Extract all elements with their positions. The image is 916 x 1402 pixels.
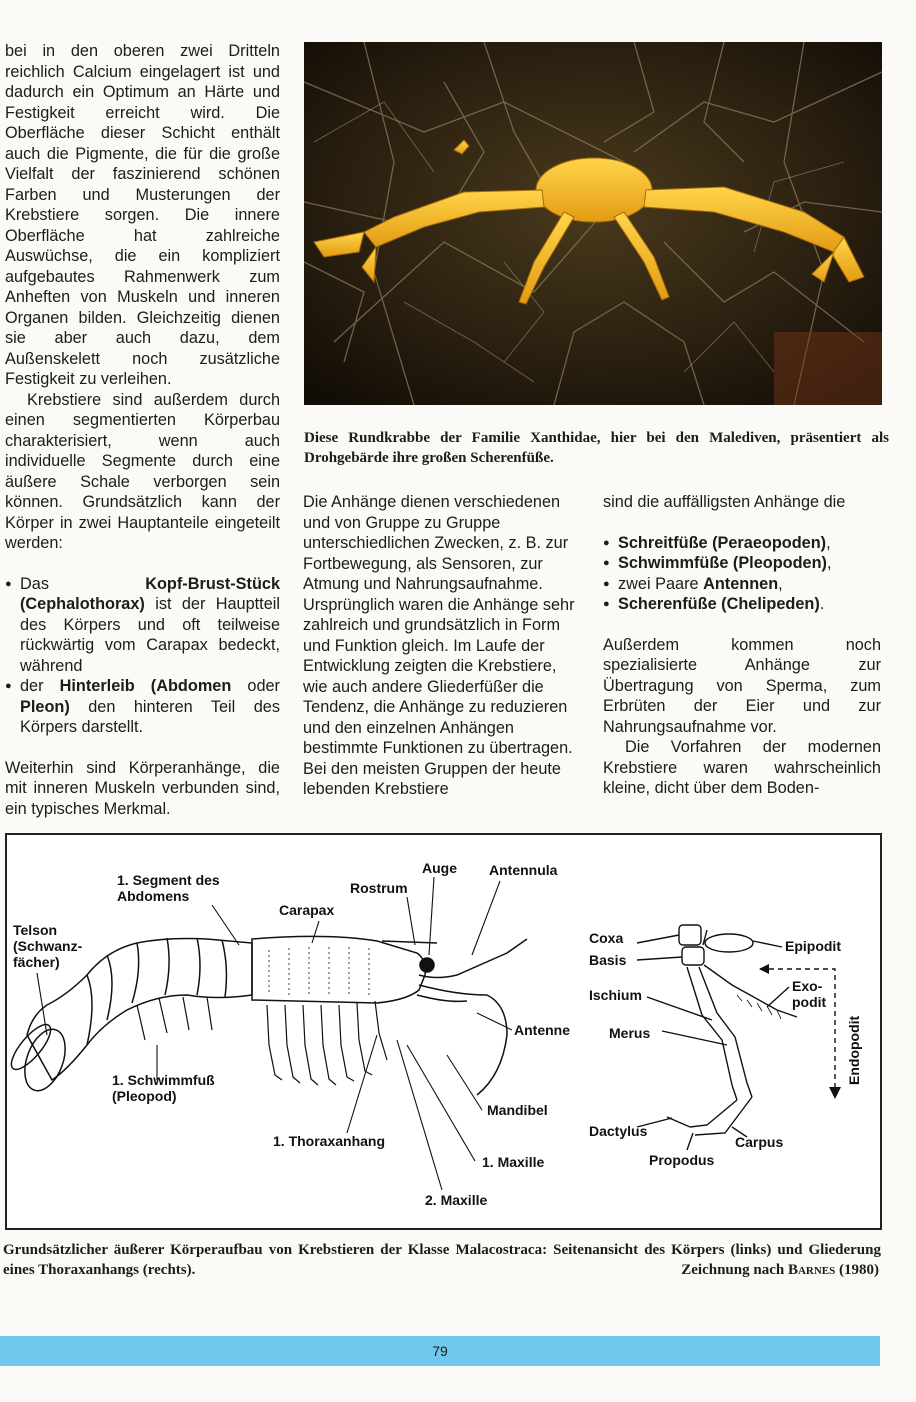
list-item: ● der Hinterleib (Abdomen oder Pleon) den hinteren Teil des Körpers darstellt. (5, 676, 280, 738)
appendage-list (603, 533, 881, 615)
page-number: 79 (432, 1343, 448, 1359)
label-segment-abdomen: Abdomens (117, 888, 190, 904)
anatomy-diagram (5, 833, 882, 1230)
label-endopodit: Endopodit (846, 1015, 862, 1085)
label-maxille-2: 2. Maxille (425, 1192, 488, 1208)
paragraph: Die Vorfahren der modernen Krebstiere waren wahrscheinlich kleine, dicht über dem Boden- (603, 738, 881, 797)
list-item: ● Schreitfüße (Peraeopoden), (603, 533, 881, 554)
list-item: ● zwei Paare Antennen, (603, 574, 881, 595)
label-carapax: Carapax (279, 902, 335, 918)
appendage-drawing (637, 925, 797, 1150)
label-telson: fächer) (13, 954, 60, 970)
label-antenne: Antenne (514, 1022, 570, 1038)
paragraph: Die Anhänge dienen verschiedenen und von Gruppe zu Gruppe unterschiedlichen Zwecken, z. B. zur Fortbewegung, als Sensoren, zur Atmung und Nahrungsaufnahme. Ursprünglich waren die Anhänge sehr zahlreich und grundsätzlich in Form und Funktion gleich. Im Laufe der Entwicklung zeigten die Krebstiere, wie auch andere Gliederfüßer die Tendenz, die Anhänge zu reduzieren und den einzelnen Anhängen bestimmte Funktionen zu übertragen. Bei den meisten Gruppen der heute lebenden Krebstiere (303, 493, 575, 798)
label-rostrum: Rostrum (350, 880, 408, 896)
label-schwimmfuss: 1. Schwimmfuß (112, 1072, 215, 1088)
list-item: ● Das Kopf-Brust-Stück (Cephalothorax) ist der Hauptteil des Körpers und oft teilweise rückwärtig vom Carapax bedeckt, während (5, 574, 280, 677)
crayfish-drawing (7, 936, 527, 1096)
diagram-caption: Grundsätzlicher äußerer Körperaufbau von Krebstieren der Klasse Malacostraca: Seitenansicht des Körpers (links) und Gliederung eines Thoraxanhangs (rechts). (3, 1242, 881, 1278)
label-exopodit: Exo- (792, 978, 823, 994)
label-antennula: Antennula (489, 862, 558, 878)
label-propodus: Propodus (649, 1152, 715, 1168)
paragraph: Außerdem kommen noch spezialisierte Anhänge zur Übertragung von Sperma, zum Erbrüten der Eier und zur Nahrungsaufnahme vor. (603, 635, 881, 736)
label-telson: (Schwanz- (13, 938, 83, 954)
anatomy-diagram-svg (7, 835, 880, 1228)
label-merus: Merus (609, 1025, 651, 1041)
label-segment-abdomen: 1. Segment des (117, 872, 220, 888)
body-parts-list (5, 574, 280, 738)
crab-photo (304, 42, 882, 405)
exopodit-arrow-icon (759, 964, 769, 974)
label-dactylus: Dactylus (589, 1123, 648, 1139)
label-thoraxanhang: 1. Thoraxanhang (273, 1133, 386, 1149)
list-item: ● Schwimmfüße (Pleopoden), (603, 553, 881, 574)
column-right (603, 492, 881, 799)
list-item: ● Scherenfüße (Chelipeden). (603, 594, 881, 615)
label-telson: Telson (13, 922, 58, 938)
label-basis: Basis (589, 952, 627, 968)
paragraph: Krebstiere sind außerdem durch einen segmentierten Körperbau charakterisiert, wenn auch individuelle Segmente durch eine äußere Schale verborgen sein können. Grundsätzlich kann der Körper in zwei Hauptanteile eingeteilt werden: (5, 390, 280, 552)
column-middle (303, 492, 580, 800)
label-epipodit: Epipodit (785, 938, 841, 954)
label-carpus: Carpus (735, 1134, 784, 1150)
label-maxille-1: 1. Maxille (482, 1154, 545, 1170)
diagram-credit: Zeichnung nach Barnes (1980) (681, 1262, 879, 1278)
photo-caption: Diese Rundkrabbe der Familie Xanthidae, hier bei den Malediven, präsentiert als Drohgebärde ihre großen Scherenfüße. (304, 430, 889, 466)
column-left (5, 41, 280, 819)
paragraph: bei in den oberen zwei Dritteln reichlich Calcium eingelagert ist und dadurch ein Optimum an Härte und Festigkeit erreicht wird. Die Oberfläche dieser Schicht enthält auch die Pigmente, die für die große Vielfalt der faszinierend schönen Farben und Musterungen der Krebstiere sorgen. Die innere Oberfläche hat zahlreiche Auswüchse, die ein kompliziert aufgebautes Rahmenwerk zum Anheften von Muskeln und inneren Organen bilden. Gleichzeitig dienen sie aber auch dazu, dem Außenskelett noch zusätzliche Festigkeit zu verleihen. (5, 42, 280, 388)
label-ischium: Ischium (589, 987, 642, 1003)
label-exopodit: podit (792, 994, 827, 1010)
label-auge: Auge (422, 860, 457, 876)
paragraph: Weiterhin sind Körperanhänge, die mit inneren Muskeln verbunden sind, ein typisches Merkmal. (5, 758, 280, 818)
label-coxa: Coxa (589, 930, 624, 946)
label-mandibel: Mandibel (487, 1102, 548, 1118)
paragraph: sind die auffälligsten Anhänge die (603, 493, 846, 511)
label-schwimmfuss: (Pleopod) (112, 1088, 177, 1104)
endopodit-arrow-icon (829, 1087, 841, 1099)
